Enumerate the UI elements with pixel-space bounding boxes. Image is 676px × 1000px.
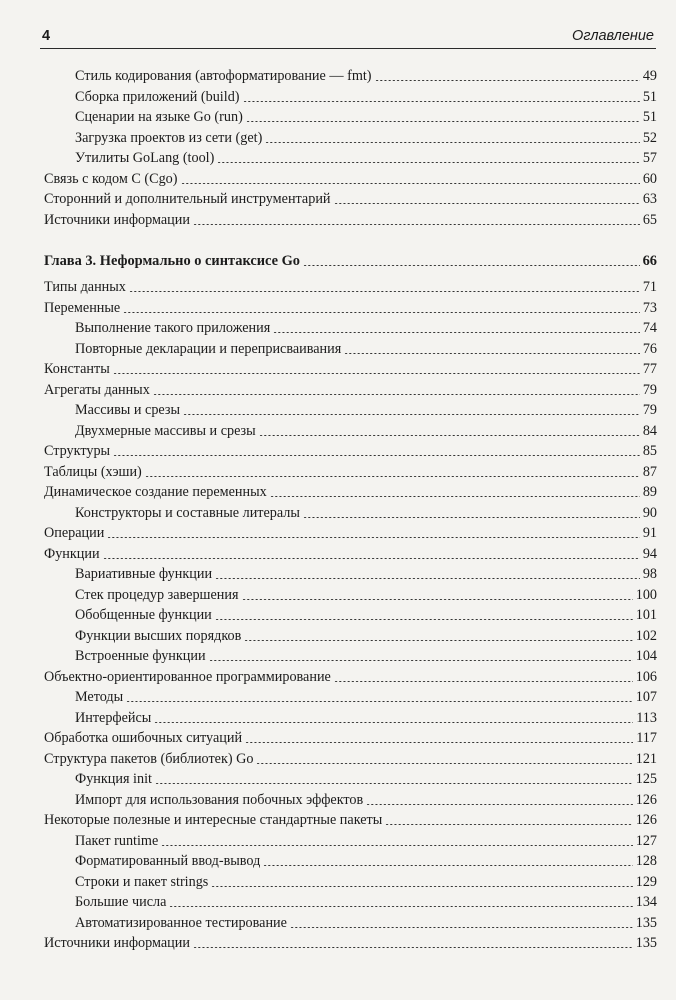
- toc-entry-title: Функции: [44, 545, 100, 562]
- toc-entry: [44, 87, 657, 107]
- dot-leader: [256, 763, 632, 764]
- dot-leader: [129, 291, 640, 292]
- toc-entry: [44, 318, 657, 338]
- toc-entry-page: 125: [635, 771, 657, 787]
- toc-entry: [44, 790, 657, 810]
- dot-leader: [273, 332, 640, 333]
- toc-entry-page: 117: [636, 730, 657, 746]
- toc-entry-title: Массивы и срезы: [75, 402, 181, 418]
- dot-leader: [211, 886, 632, 887]
- toc-entry-page: 100: [635, 586, 657, 603]
- toc-entry-title: Двухмерные массивы и срезы: [75, 422, 256, 439]
- toc-entry: [44, 749, 657, 769]
- toc-entry-title: Большие числа: [75, 894, 167, 910]
- dot-leader: [215, 578, 640, 579]
- toc-entry-page: 71: [642, 279, 657, 295]
- toc-entry-page: 73: [642, 299, 657, 316]
- dot-leader: [344, 353, 640, 354]
- toc-entry-page: 89: [642, 484, 657, 500]
- dot-leader: [334, 203, 640, 204]
- toc-entry-title: Методы: [75, 689, 124, 705]
- toc-entry: [44, 298, 657, 318]
- toc-entry-title: Агрегаты данных: [44, 381, 150, 398]
- toc-entry: [44, 523, 657, 543]
- dot-leader: [169, 906, 632, 907]
- dot-leader: [243, 101, 640, 102]
- toc-entry-page: 76: [642, 340, 657, 357]
- toc-entry-title: Источники информации: [44, 935, 190, 951]
- toc-entry-title: Операции: [44, 525, 105, 541]
- toc-entry-title: Объектно-ориентированное программирование: [44, 668, 331, 685]
- toc-entry-title: Сборка приложений (build): [75, 88, 240, 105]
- toc-entry: [44, 708, 657, 728]
- dot-leader: [103, 558, 640, 559]
- toc-entry-title: Типы данных: [44, 279, 126, 295]
- toc-entry: [44, 769, 657, 789]
- toc-entry: [44, 380, 657, 400]
- dot-leader: [303, 517, 640, 518]
- dot-leader: [155, 783, 633, 784]
- dot-leader: [123, 312, 640, 313]
- toc-entry: [44, 421, 657, 441]
- toc-entry: [44, 482, 657, 502]
- toc-entry-title: Форматированный ввод-вывод: [75, 853, 261, 869]
- dot-leader: [263, 865, 632, 866]
- toc-entry: [44, 148, 657, 168]
- toc-entry-page: 74: [642, 320, 657, 336]
- toc-entry-page: 102: [635, 627, 657, 644]
- toc-entry-title: Встроенные функции: [75, 648, 206, 664]
- toc-entry: [44, 933, 657, 953]
- toc-entry-page: 126: [635, 791, 657, 808]
- toc-entry-title: Функция init: [75, 771, 152, 787]
- dot-leader: [145, 476, 640, 477]
- page-number: 4: [42, 28, 51, 44]
- toc-entry: [44, 585, 657, 605]
- toc-entry-page: 77: [642, 361, 657, 377]
- toc-entry-page: 104: [635, 648, 657, 664]
- dot-leader: [246, 121, 640, 122]
- dot-leader: [193, 224, 640, 225]
- toc-entry-title: Источники информации: [44, 211, 190, 228]
- toc-entry: [44, 892, 657, 912]
- dot-leader: [290, 927, 633, 928]
- toc-entry-page: 63: [642, 191, 657, 207]
- toc-entry-page: 106: [635, 668, 657, 685]
- toc-entry-page: 85: [642, 443, 657, 459]
- toc-entry: [44, 626, 657, 646]
- toc-entry: [44, 503, 657, 523]
- toc-entry-page: 66: [642, 253, 657, 269]
- toc-entry-page: 135: [635, 935, 657, 951]
- dot-leader: [265, 142, 640, 143]
- toc-entry-page: 127: [635, 832, 657, 849]
- toc-entry-page: 113: [636, 709, 657, 726]
- dot-leader: [366, 804, 633, 805]
- dot-leader: [259, 435, 640, 436]
- toc-entry-title: Глава 3. Неформально о синтаксисе Go: [44, 253, 300, 269]
- toc-entry: [44, 544, 657, 564]
- dot-leader: [385, 824, 632, 825]
- toc-entry-title: Структура пакетов (библиотек) Go: [44, 750, 254, 767]
- toc-entry-title: Обобщенные функции: [75, 607, 212, 623]
- dot-leader: [161, 845, 632, 846]
- toc-entry: [44, 339, 657, 359]
- dot-leader: [154, 722, 633, 723]
- toc-entry: [44, 210, 657, 230]
- toc-entry-title: Строки и пакет strings: [75, 873, 209, 890]
- toc-entry: [44, 277, 657, 297]
- toc-entry: [44, 687, 657, 707]
- toc-entry-page: 107: [635, 689, 657, 705]
- dot-leader: [193, 947, 633, 948]
- dot-leader: [113, 455, 640, 456]
- toc-entry-page: 51: [642, 88, 657, 105]
- toc-entry: [44, 564, 657, 584]
- toc-entry: [44, 831, 657, 851]
- toc-entry-title: Импорт для использования побочных эффектов: [75, 791, 364, 808]
- toc-entry-title: Автоматизированное тестирование: [75, 914, 287, 931]
- toc-entry-title: Пакет runtime: [75, 832, 159, 849]
- toc-entry: [44, 728, 657, 748]
- toc-entry-page: 126: [635, 812, 657, 828]
- toc-entry-title: Некоторые полезные и интересные стандартные пакеты: [44, 812, 383, 828]
- toc-entry-title: Повторные декларации и переприсваивания: [75, 340, 342, 357]
- toc-entry-title: Таблицы (хэши): [44, 463, 142, 480]
- toc-entry-page: 57: [642, 150, 657, 166]
- toc-entry-page: 65: [642, 211, 657, 228]
- dot-leader: [244, 640, 632, 641]
- toc-entry-title: Структуры: [44, 443, 111, 459]
- dot-leader: [113, 373, 640, 374]
- toc-entry-title: Выполнение такого приложения: [75, 320, 271, 336]
- toc-entry-title: Сторонний и дополнительный инструментарий: [44, 191, 331, 207]
- toc-entry-page: 98: [642, 566, 657, 582]
- dot-leader: [245, 742, 633, 743]
- toc-entry-title: Загрузка проектов из сети (get): [75, 129, 263, 146]
- toc-entry-page: 135: [635, 914, 657, 931]
- toc-entry: [44, 66, 657, 86]
- toc-entry: [44, 107, 657, 127]
- dot-leader: [217, 162, 639, 163]
- toc-entry: [44, 913, 657, 933]
- toc-entry: [44, 359, 657, 379]
- toc-entry-title: Константы: [44, 361, 110, 377]
- toc-entry-title: Переменные: [44, 299, 121, 316]
- toc-entry-page: 121: [635, 750, 657, 767]
- dot-leader: [334, 681, 633, 682]
- toc-entry-title: Конструкторы и составные литералы: [75, 504, 300, 521]
- dot-leader: [209, 660, 633, 661]
- toc-entry: [44, 667, 657, 687]
- toc-entry-title: Обработка ошибочных ситуаций: [44, 730, 243, 746]
- toc-entry-title: Связь с кодом С (Cgo): [44, 170, 178, 187]
- dot-leader: [153, 394, 640, 395]
- toc-entry: [44, 400, 657, 420]
- toc-entry-title: Стиль кодирования (автоформатирование — fmt): [75, 68, 372, 84]
- dot-leader: [303, 265, 640, 266]
- toc-entry: [44, 189, 657, 209]
- toc-entry-title: Утилиты GoLang (tool): [75, 150, 215, 166]
- toc-entry-page: 128: [635, 853, 657, 869]
- toc-entry-page: 79: [642, 381, 657, 398]
- toc-entry-page: 51: [642, 109, 657, 125]
- toc-entry: [44, 851, 657, 871]
- toc-entry-title: Функции высших порядков: [75, 627, 242, 644]
- toc-entry-title: Динамическое создание переменных: [44, 484, 267, 500]
- toc-entry-page: 84: [642, 422, 657, 439]
- toc-entry: [44, 646, 657, 666]
- toc-entry-page: 90: [642, 504, 657, 521]
- toc-entry-title: Стек процедур завершения: [75, 586, 239, 603]
- toc-entry-title: Интерфейсы: [75, 709, 152, 726]
- dot-leader: [270, 496, 640, 497]
- toc-entry-page: 52: [642, 129, 657, 146]
- toc-entry-page: 60: [642, 170, 657, 187]
- toc-entry-page: 91: [642, 525, 657, 541]
- dot-leader: [181, 183, 640, 184]
- toc-entry-title: Сценарии на языке Go (run): [75, 109, 243, 125]
- dot-leader: [242, 599, 633, 600]
- toc-entry-page: 129: [635, 873, 657, 890]
- dot-leader: [375, 80, 640, 81]
- toc-entry: [44, 169, 657, 189]
- toc-entry-page: 87: [642, 463, 657, 480]
- toc-entry-page: 134: [635, 894, 657, 910]
- toc-entry: [44, 441, 657, 461]
- toc-entry-page: 49: [642, 68, 657, 84]
- toc-entry-title: Вариативные функции: [75, 566, 213, 582]
- dot-leader: [215, 619, 633, 620]
- toc-entry-page: 79: [642, 402, 657, 418]
- toc-entry: [44, 462, 657, 482]
- toc-entry: [44, 810, 657, 830]
- dot-leader: [107, 537, 640, 538]
- toc-entry: [44, 128, 657, 148]
- running-head: [40, 28, 656, 49]
- toc-entry: [44, 605, 657, 625]
- section-title: Оглавление: [572, 28, 654, 44]
- toc-entry-page: 101: [635, 607, 657, 623]
- toc-entry-page: 94: [642, 545, 657, 562]
- toc-entry: [44, 872, 657, 892]
- dot-leader: [126, 701, 633, 702]
- dot-leader: [183, 414, 640, 415]
- toc-chapter-entry: [44, 251, 657, 271]
